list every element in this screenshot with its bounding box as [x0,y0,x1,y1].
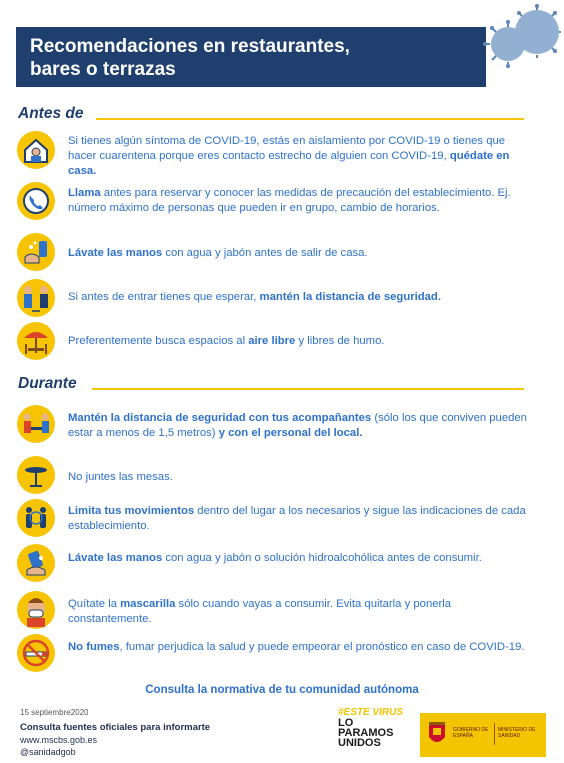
virus-icon [482,2,564,80]
section-divider [96,118,524,120]
footer-url[interactable]: www.mscbs.gob.es [20,735,98,745]
item-text: Quítate la mascarilla sólo cuando vayas a consumir. Evita quitarla y ponerla constantemente. [68,598,452,625]
title-banner [16,27,486,87]
item-text: Si tienes algún síntoma de COVID-19, estás en aislamiento por COVID-19 o tienes que hacer cuarentena porque eres contacto estrecho de alguien con COVID-19, quédate en casa. [68,135,510,177]
government-logo [420,713,546,757]
phone-icon [17,182,55,220]
item-text: Llama antes para reservar y conocer las medidas de precaución del establecimiento. Ej. número máximo de personas que pueden ir en grupo, cambio de horarios. [68,187,511,214]
item-text: Si antes de entrar tienes que esperar, mantén la distancia de seguridad. [68,291,441,303]
limit-movement-icon [17,499,55,537]
section-title-durante: Durante [18,375,77,392]
slogan-line: PARAMOS [338,727,394,739]
no-smoking-icon [17,634,55,672]
slogan-line: UNIDOS [338,737,381,749]
item-text: Mantén la distancia de seguridad con tus acompañantes (sólo los que conviven pueden estar a menos de 1,5 metros) y con el personal del local. [68,412,527,439]
footer-handle[interactable]: @sanidadgob [20,747,76,757]
group-distance-icon [17,405,55,443]
item-text: Lávate las manos con agua y jabón antes de salir de casa. [68,247,368,259]
slogan-line: LO [338,717,354,729]
item-text: Preferentemente busca espacios al aire libre y libres de humo. [68,335,385,347]
hand-sanitizer-icon [17,544,55,582]
terrace-umbrella-icon [17,322,55,360]
publish-date: 15 septiembre2020 [20,708,89,717]
regional-consult-notice: Consulta la normativa de tu comunidad autónoma [145,684,419,696]
item-text: No fumes, fumar perjudica la salud y puede empeorar el pronóstico en caso de COVID-19. [68,641,525,653]
section-antes [16,105,536,127]
campaign-slogan-logo [338,708,418,748]
face-mask-icon [17,591,55,629]
table-icon [17,456,55,494]
footer-consult: Consulta fuentes oficiales para informarte [20,722,211,733]
section-durante [16,375,536,397]
section-divider [92,388,524,390]
item-text: Lávate las manos con agua y jabón o solución hidroalcohólica antes de consumir. [68,552,482,564]
ministry-label: MINISTERIO DE SANIDAD [498,727,536,739]
logo-divider [494,723,495,745]
handwash-icon [17,233,55,271]
coat-of-arms-icon [426,721,448,747]
slogan-hashtag: #ESTE VIRUS [338,707,404,718]
distance-icon [17,279,55,317]
house-icon [17,131,55,169]
page-title: Recomendaciones en restaurantes, bares o terrazas [30,36,350,80]
section-title-antes: Antes de [18,105,84,122]
item-text: No juntes las mesas. [68,471,173,483]
footer [20,708,320,757]
gov-label: GOBIERNO DE ESPAÑA [453,727,489,739]
item-text: Limita tus movimientos dentro del lugar a los necesarios y sigue las indicaciones de cada establecimiento. [68,505,526,532]
